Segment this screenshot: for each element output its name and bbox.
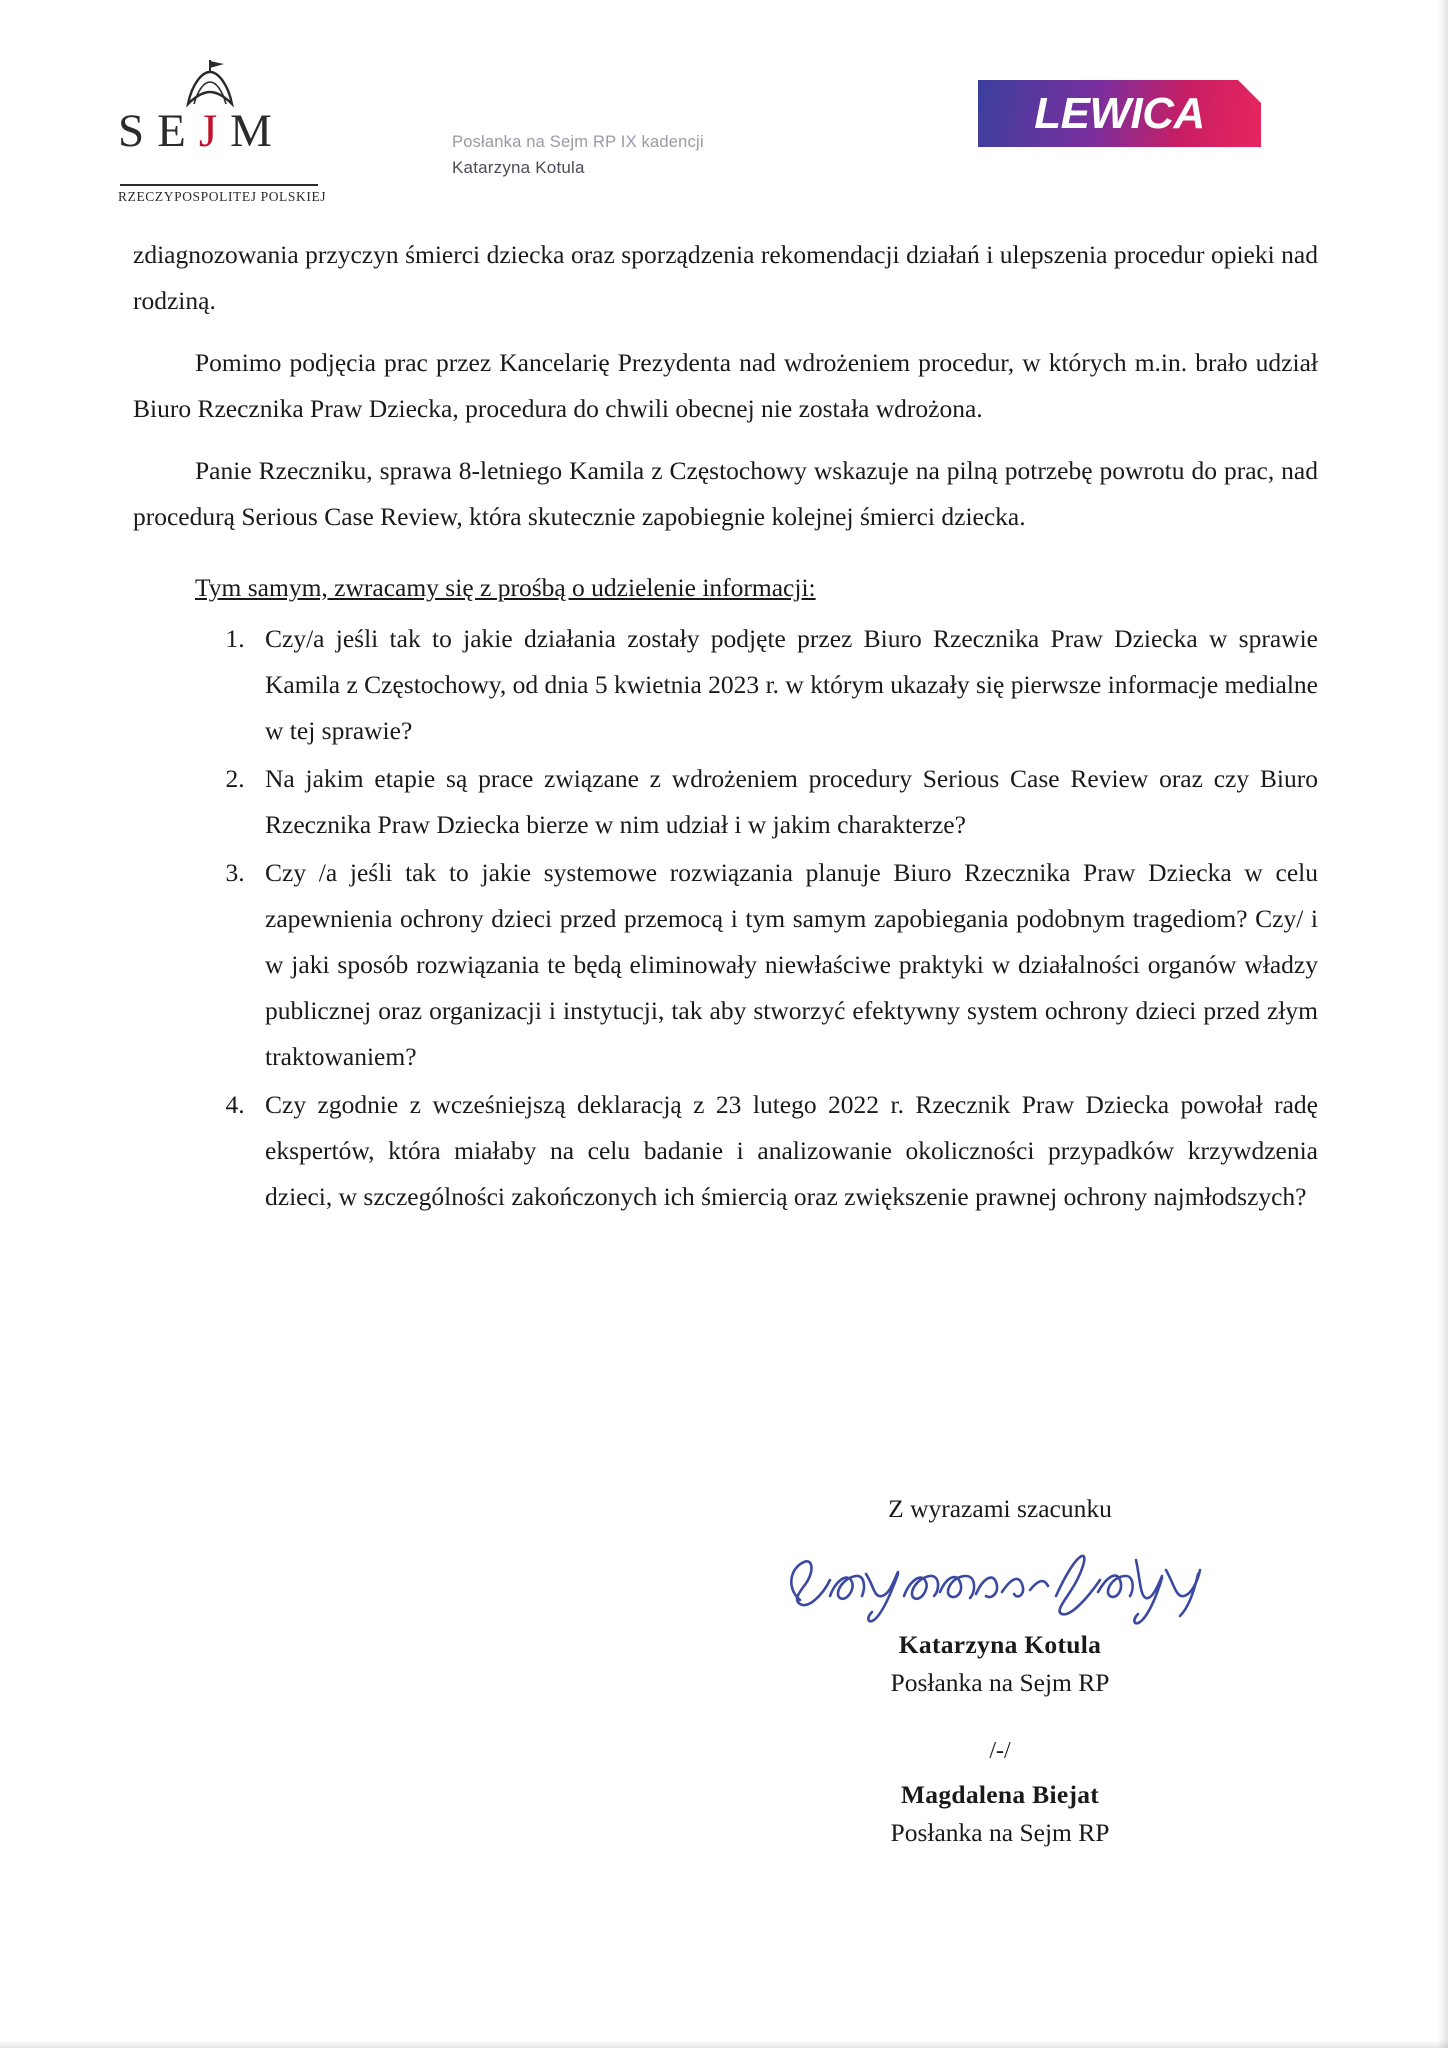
paragraph-2: Pomimo podjęcia prac przez Kancelarię Prezydenta nad wdrożeniem procedur, w których m.in. brało udział Biuro Rzecznika Praw Dziecka, procedura do chwili obecnej nie została wdrożona.: [133, 348, 1318, 423]
signer-2-role: Posłanka na Sejm RP: [890, 1818, 1110, 1847]
list-item: 4. Czy zgodnie z wcześniejszą deklaracją z 23 lutego 2022 r. Rzecznik Praw Dziecka powołał radę ekspertów, która miałaby na celu badanie i analizowanie okoliczności przypadków krzywdzenia dzieci, w szczególności zakończonych ich śmiercią oraz zwiększenie prawnej ochrony najmłodszych?: [251, 1082, 1318, 1220]
sejm-wordmark: [118, 104, 348, 158]
list-item: 3. Czy /a jeśli tak to jakie systemowe rozwiązania planuje Biuro Rzecznika Praw Dziecka w celu zapewnienia ochrony dzieci przed przemocą i tym samym zapobiegania podobnym tragediom? Czy/ i w jaki sposób rozwiązania te będą eliminowały niewłaściwe praktyki w działalności organów władzy publicznej oraz organizacji i instytucji, tak aby stworzyć efektywny system ochrony dzieci przed złym traktowaniem?: [251, 850, 1318, 1080]
paragraph-3: Panie Rzeczniku, sprawa 8-letniego Kamila z Częstochowy wskazuje na pilną potrzebę powrotu do prac, nad procedurą Serious Case Review, która skutecznie zapobiegnie kolejnej śmierci dziecka.: [133, 456, 1318, 531]
list-item: 1. Czy/a jeśli tak to jakie działania zostały podjęte przez Biuro Rzecznika Praw Dziecka w sprawie Kamila z Częstochowy, od dnia 5 kwietnia 2023 r. w którym ukazały się pierwsze informacje medialne w tej sprawie?: [251, 616, 1318, 754]
page-edge-right: [1438, 0, 1448, 2048]
request-heading: [133, 566, 1318, 610]
header-person-role: Posłanka na Sejm RP IX kadencji: [452, 133, 704, 151]
questions-list: [133, 616, 1318, 1220]
signature-separator: /-/: [989, 1738, 1011, 1764]
handwritten-signature-icon: [760, 1540, 1240, 1626]
closing-salutation: Z wyrazami szacunku: [888, 1494, 1112, 1523]
page-edge-bottom: [0, 2040, 1448, 2048]
sejm-logo: [118, 58, 348, 208]
sejm-logo-subtitle: RZECZYPOSPOLITEJ POLSKIEJ: [118, 189, 327, 204]
paragraph-1: zdiagnozowania przyczyn śmierci dziecka oraz sporządzenia rekomendacji działań i ulepszenia procedur opieki nad rodziną.: [133, 240, 1318, 315]
request-heading-text: Tym samym, zwracamy się z prośbą o udzielenie informacji:: [195, 573, 816, 602]
signature-block: [760, 1490, 1240, 1852]
sejm-wordmark-part2: M: [230, 105, 285, 157]
header-person-block: [452, 130, 704, 180]
sejm-wordmark-red-letter: J: [198, 105, 231, 157]
lewica-logo-corner-cut: [1236, 80, 1261, 104]
spacer: [133, 432, 1318, 448]
lewica-logo: [978, 80, 1261, 147]
spacer: [133, 324, 1318, 340]
header-person-name: Katarzyna Kotula: [452, 157, 585, 177]
signer-1-role: Posłanka na Sejm RP: [890, 1668, 1110, 1697]
sejm-logo-divider: [120, 184, 318, 186]
eagle-icon: [180, 58, 240, 110]
signer-1-name: Katarzyna Kotula: [898, 1630, 1102, 1659]
letterhead: [0, 0, 1448, 230]
sejm-wordmark-part1: SE: [118, 105, 199, 157]
list-item: 2. Na jakim etapie są prace związane z wdrożeniem procedury Serious Case Review oraz czy Biuro Rzecznika Praw Dziecka bierze w nim udział i w jakim charakterze?: [251, 756, 1318, 848]
signer-2-name: Magdalena Biejat: [900, 1780, 1100, 1809]
lewica-logo-text: LEWICA: [1034, 89, 1205, 138]
letter-body: [133, 232, 1318, 1222]
